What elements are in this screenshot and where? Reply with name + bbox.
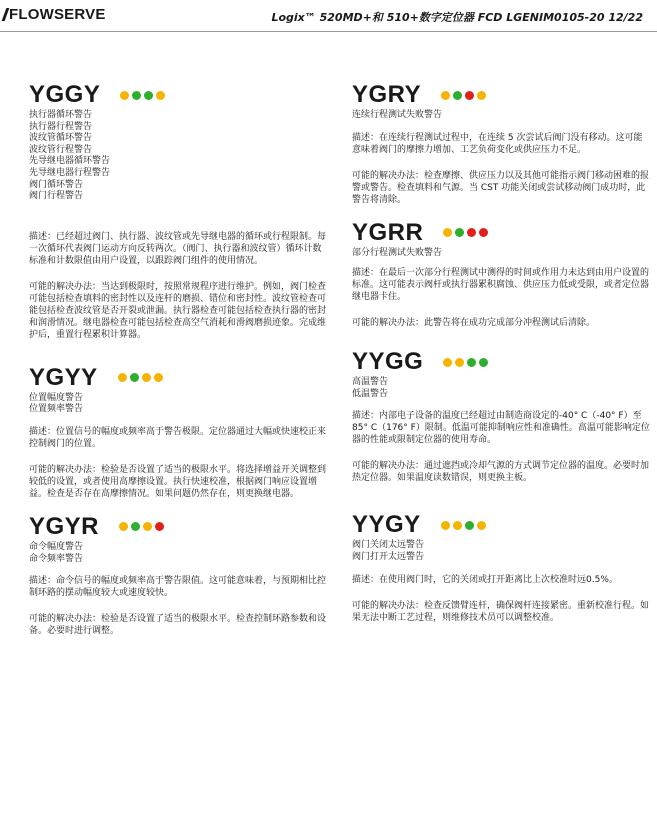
description-text: 描述：在最后一次部分行程测试中测得的时间或作用力未达到由用户设置的标准。这可能表示阀杆或执行器累积腐蚀、供应压力低或受限，或者定位器继电器卡住。	[352, 268, 650, 303]
status-light-yellow-icon	[143, 522, 152, 531]
status-light-red-icon	[155, 522, 164, 531]
status-light-yellow-icon	[156, 91, 165, 100]
status-light-green-icon	[130, 373, 139, 382]
status-light-yellow-icon	[443, 228, 452, 237]
status-light-yellow-icon	[441, 521, 450, 530]
section-ygrr	[352, 220, 650, 330]
solution-text: 可能的解决办法：检查摩擦、供应压力以及其他可能指示阀门移动困难的报警或警告。检查填料和气源。当 CST 功能关闭或尝试移动阀门成功时，此警告将清除。	[352, 170, 650, 205]
status-light-green-icon	[131, 522, 140, 531]
status-light-yellow-icon	[453, 521, 462, 530]
warning-list	[352, 377, 650, 400]
right-column	[352, 82, 650, 624]
status-light-yellow-icon	[118, 373, 127, 382]
solution-text: 可能的解决办法：此警告将在成功完成部分冲程测试后清除。	[352, 318, 596, 329]
description-text: 描述：命令信号的幅度或频率高于警告限值。这可能意味着，与预期相比控制环路的摆动幅度较大或速度较快。	[29, 576, 327, 599]
section-ygry	[352, 82, 650, 206]
document-title: Logix™ 520MD+和 510+数字定位器 FCD LGENIM0105-20 12/22	[271, 11, 643, 24]
warning-list	[352, 540, 650, 563]
section-yygy	[352, 512, 650, 623]
warning-name: 执行器循环警告	[29, 110, 93, 120]
description-text: 描述：已经超过阀门、执行器、波纹管或先导继电器的循环或行程限制。每一次循环代表阀门运动方向反转两次。（阀门、执行器和波纹管）循环计数标准和计数限值由用户设置，以跟踪阀门组件的使用情况。	[29, 231, 327, 266]
section-code: YYGG	[352, 348, 424, 376]
status-light-yellow-icon	[477, 91, 486, 100]
status-lights	[441, 521, 489, 530]
solution-text: 可能的解决办法：检验是否设置了适当的极限水平。将选择增益开关调整到较低的设置，或者使用高摩擦设置。执行快速校准，根据阀门响应设置增益。检查是否存在高摩擦情况。如果问题仍然存在，则更换继电器。	[29, 464, 327, 499]
section-code: YGRY	[352, 81, 422, 108]
status-light-yellow-icon	[443, 358, 452, 367]
solution-text: 可能的解决办法：通过遮挡或冷却气源的方式调节定位器的温度。必要时加热定位器。如果温度读数错误，则更换主板。	[352, 461, 650, 484]
warning-name: 执行器行程警告	[29, 121, 93, 132]
section-code: YGRR	[352, 218, 424, 246]
warning-name: 阀门循环警告	[29, 179, 84, 190]
status-light-green-icon	[132, 91, 141, 100]
status-light-green-icon	[453, 91, 462, 100]
status-light-green-icon	[465, 521, 474, 530]
status-light-red-icon	[465, 91, 474, 100]
warning-name: 低温警告	[352, 388, 389, 399]
warning-name: 高温警告	[352, 377, 389, 388]
warning-list	[29, 110, 329, 203]
warning-name: 命令幅度警告	[29, 541, 84, 552]
section-yggy	[29, 82, 329, 341]
section-ygyy	[29, 365, 329, 500]
section-code: YGGY	[29, 81, 101, 108]
status-lights	[443, 228, 491, 237]
warning-name: 阀门关闭太远警告	[352, 540, 425, 551]
warning-name: 命令频率警告	[29, 553, 84, 564]
description-text: 描述：在连续行程测试过程中，在连续 5 次尝试后阀门没有移动。这可能意味着阀门的摩擦力增加、工艺负荷变化或供应压力不足。	[352, 132, 643, 155]
warning-name: 位置幅度警告	[29, 392, 84, 403]
status-light-green-icon	[479, 358, 488, 367]
section-code: YGYR	[29, 512, 100, 540]
section-code: YYGY	[352, 511, 421, 539]
warning-name: 波纹管循环警告	[29, 133, 93, 144]
status-light-yellow-icon	[455, 358, 464, 367]
section-code: YGYY	[29, 363, 98, 391]
description-text: 描述：在使用阀门时，它的关闭或打开距离比上次校准时远0.5%。	[352, 574, 618, 585]
warning-name: 先导继电器循环警告	[29, 156, 111, 167]
flowserve-logo	[4, 6, 106, 23]
status-light-red-icon	[467, 228, 476, 237]
status-light-green-icon	[144, 91, 153, 100]
description-text: 描述：位置信号的幅度或频率高于警告极限。定位器通过大幅或快速校正来控制阀门的位置。	[29, 426, 327, 449]
warning-name: 连续行程测试失败警告	[352, 110, 443, 120]
warning-name: 先导继电器行程警告	[29, 167, 111, 178]
status-lights	[119, 522, 167, 531]
status-light-yellow-icon	[119, 522, 128, 531]
warning-list	[352, 110, 650, 122]
status-light-yellow-icon	[154, 373, 163, 382]
description-text: 描述：内部电子设备的温度已经超过由制造商设定的-40° C（-40° F）至 85° C（176° F）限制。低温可能抑制响应性和准确性。高温可能影响定位器的性能或限制定位器的使用寿命。	[352, 411, 650, 446]
status-light-green-icon	[455, 228, 464, 237]
status-light-yellow-icon	[120, 91, 129, 100]
warning-name: 部分行程测试失败警告	[352, 247, 443, 258]
status-light-yellow-icon	[477, 521, 486, 530]
solution-text: 可能的解决办法：检验是否设置了适当的极限水平。检查控制环路参数和设备。必要时进行调整。	[29, 614, 327, 637]
solution-text: 可能的解决办法：当达到极限时，按照常规程序进行维护。例如，阀门检查可能包括检查填料的密封性以及连杆的磨损、错位和密封性。波纹管检查可能包括检查波纹管是否开裂或泄漏。执行器检查可能包括检查执行器的密封和润滑情况。继电器检查可能包括检查高空气消耗和滑阀磨损迹象。完成维护后，重置行程累积计算器。	[29, 281, 327, 340]
status-light-green-icon	[467, 358, 476, 367]
status-lights	[443, 358, 491, 367]
solution-text: 可能的解决办法：检查反馈臂连杆，确保阀杆连接紧密。重新校准行程。如果无法中断工艺过程，则维修技术员可以调整校准。	[352, 600, 650, 623]
warning-name: 阀门打开太远警告	[352, 551, 425, 562]
warning-name: 阀门行程警告	[29, 191, 84, 202]
warning-name: 波纹管行程警告	[29, 144, 93, 155]
status-light-yellow-icon	[142, 373, 151, 382]
status-lights	[441, 91, 489, 100]
page-header	[0, 0, 657, 36]
logo-text: FLOWSERVE	[9, 6, 106, 23]
left-column	[29, 82, 329, 637]
status-light-red-icon	[479, 228, 488, 237]
status-light-yellow-icon	[441, 91, 450, 100]
warning-list	[29, 542, 329, 565]
warning-list	[29, 393, 329, 416]
status-lights	[118, 373, 166, 382]
warning-name: 位置频率警告	[29, 404, 84, 415]
status-lights	[120, 91, 168, 100]
header-divider	[0, 31, 657, 32]
section-ygyr	[29, 514, 329, 637]
warning-list	[352, 248, 650, 260]
section-yygg	[352, 349, 650, 484]
